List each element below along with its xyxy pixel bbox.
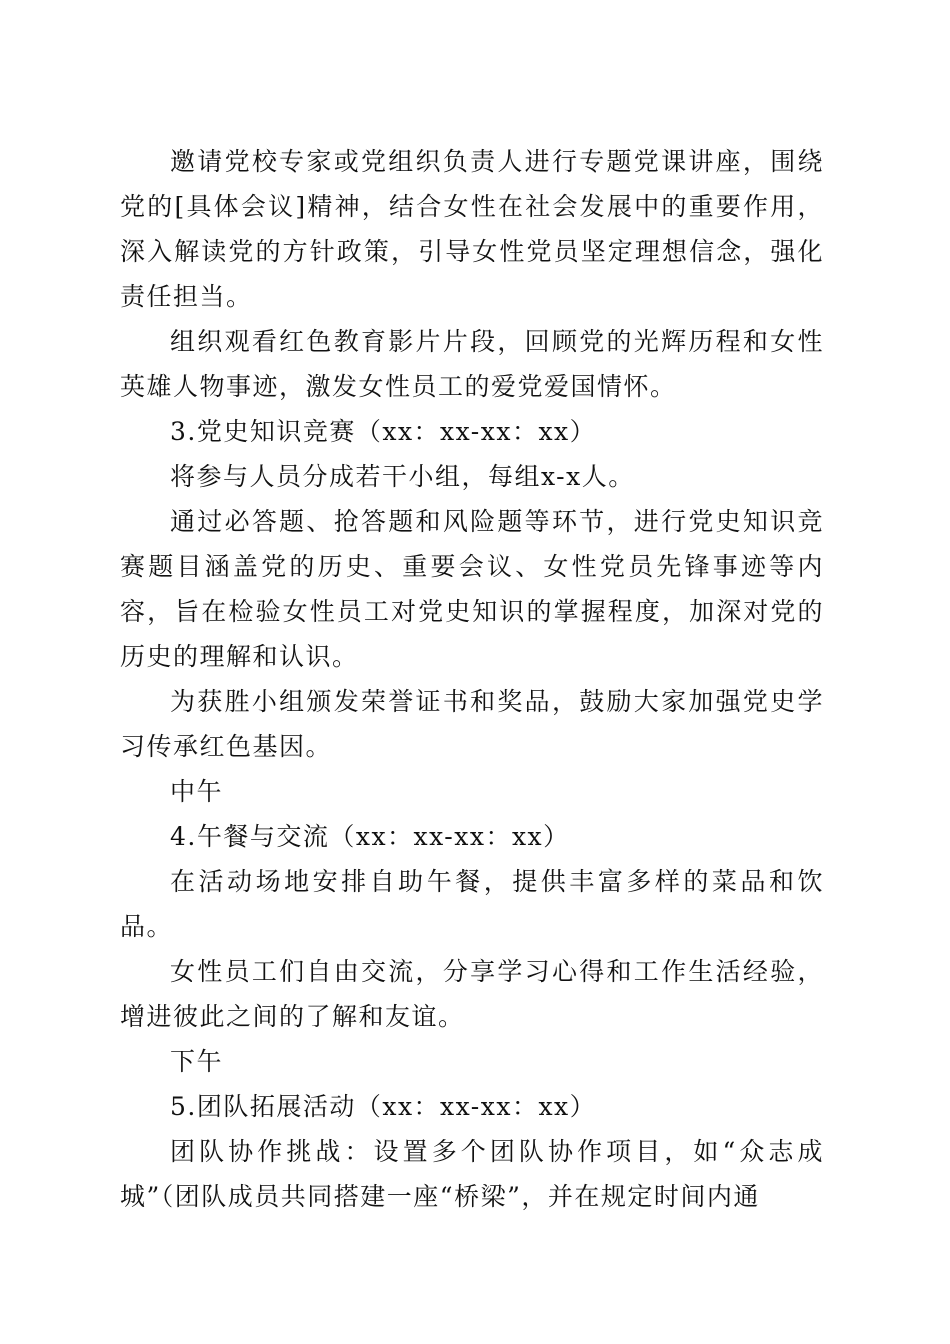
paragraph-quiz-format: 通过必答题、抢答题和风险题等环节，进行党史知识竞赛题目涵盖党的历史、重要会议、女性党员先锋事迹等内容，旨在检验女性员工对党史知识的掌握程度，加深对党的历史的理解和认识。: [120, 507, 824, 671]
paragraph-lunch: 在活动场地安排自助午餐，提供丰富多样的菜品和饮品。: [120, 867, 824, 941]
section-noon: 中午: [170, 777, 224, 806]
paragraph-awards: 为获胜小组颁发荣誉证书和奖品，鼓励大家加强党史学习传承红色基因。: [120, 687, 824, 761]
paragraph-exchange: 女性员工们自由交流，分享学习心得和工作生活经验，增进彼此之间的了解和友谊。: [120, 957, 824, 1031]
paragraph-lecture: 邀请党校专家或党组织负责人进行专题党课讲座，围绕党的[具体会议]精神，结合女性在社会发展中的重要作用，深入解读党的方针政策，引导女性党员坚定理想信念，强化责任担当。: [120, 147, 824, 311]
section-afternoon: 下午: [170, 1047, 224, 1076]
document-body: [120, 139, 824, 1219]
paragraph-team-challenge: 团队协作挑战：设置多个团队协作项目，如“众志成城”（团队成员共同搭建一座“桥梁”，并在规定时间内通: [120, 1137, 824, 1211]
paragraph-groups: 将参与人员分成若干小组，每组x-x人。: [170, 462, 635, 491]
heading-team-activity: 5.团队拓展活动（xx：xx-xx：xx）: [170, 1092, 597, 1121]
paragraph-film: 组织观看红色教育影片片段，回顾党的光辉历程和女性英雄人物事迹，激发女性员工的爱党爱国情怀。: [120, 327, 824, 401]
heading-lunch: 4.午餐与交流（xx：xx-xx：xx）: [170, 822, 570, 851]
heading-quiz: 3.党史知识竞赛（xx：xx-xx：xx）: [170, 417, 597, 446]
